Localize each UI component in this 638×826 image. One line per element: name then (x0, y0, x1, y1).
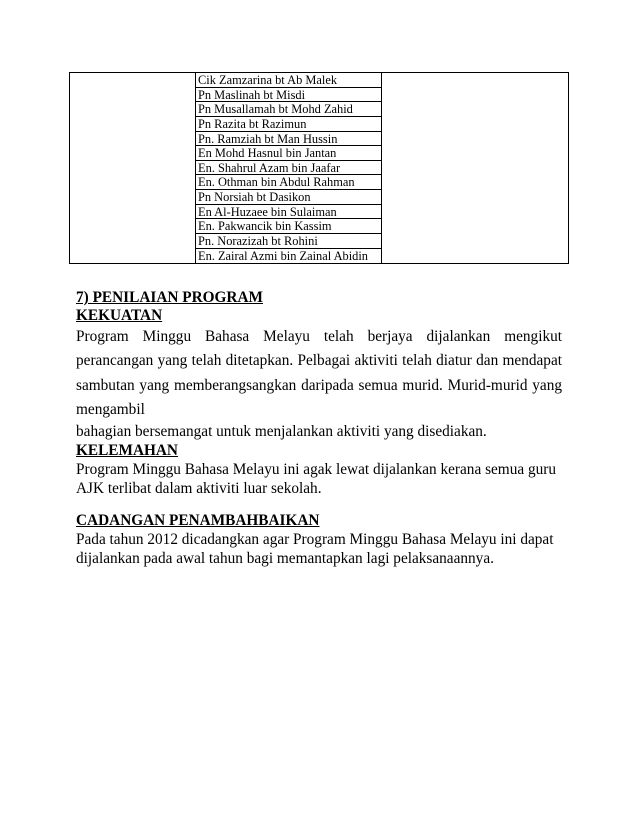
kekuatan-paragraph-end: bahagian bersemangat untuk menjalankan aktiviti yang disediakan. (76, 423, 487, 441)
cadangan-line-1: Pada tahun 2012 dicadangkan agar Program Minggu Bahasa Melayu ini dapat (76, 531, 554, 549)
list-item: En Mohd Hasnul bin Jantan (196, 146, 381, 161)
list-item: En. Pakwancik bin Kassim (196, 219, 381, 234)
list-item: Pn Maslinah bt Misdi (196, 88, 381, 103)
list-item: Pn. Ramziah bt Man Hussin (196, 132, 381, 147)
kelemahan-line-1: Program Minggu Bahasa Melayu ini agak lewat dijalankan kerana semua guru (76, 461, 557, 479)
kekuatan-heading: KEKUATAN (76, 307, 163, 324)
evaluation-section (76, 289, 562, 568)
table-cell-empty-right (382, 73, 568, 263)
committee-names-list (196, 73, 381, 263)
list-item: En. Shahrul Azam bin Jaafar (196, 161, 381, 176)
list-item: Cik Zamzarina bt Ab Malek (196, 73, 381, 88)
section-heading: 7) PENILAIAN PROGRAM (76, 289, 263, 306)
committee-table (69, 72, 569, 264)
spacer (76, 498, 562, 512)
list-item: Pn Razita bt Razimun (196, 117, 381, 132)
table-cell-empty-left (70, 73, 196, 263)
list-item: En. Othman bin Abdul Rahman (196, 175, 381, 190)
cadangan-heading: CADANGAN PENAMBAHBAIKAN (76, 512, 320, 530)
list-item: Pn Norsiah bt Dasikon (196, 190, 381, 205)
kelemahan-line-2: AJK terlibat dalam aktiviti luar sekolah. (76, 480, 322, 498)
list-item: Pn. Norazizah bt Rohini (196, 234, 381, 249)
cadangan-line-2: dijalankan pada awal tahun bagi memantapkan lagi pelaksanaannya. (76, 550, 494, 568)
kelemahan-heading: KELEMAHAN (76, 442, 178, 460)
list-item: Pn Musallamah bt Mohd Zahid (196, 102, 381, 117)
list-item: En. Zairal Azmi bin Zainal Abidin (198, 248, 368, 263)
table-cell-names (196, 73, 382, 263)
kekuatan-paragraph: Program Minggu Bahasa Melayu telah berjaya dijalankan mengikut perancangan yang telah ditetapkan. Pelbagai aktiviti telah diatur dan mendapat sambutan yang memberangsangkan daripada semua murid. Murid-murid yang mengambil (76, 328, 562, 418)
list-item: En Al-Huzaee bin Sulaiman (196, 205, 381, 220)
